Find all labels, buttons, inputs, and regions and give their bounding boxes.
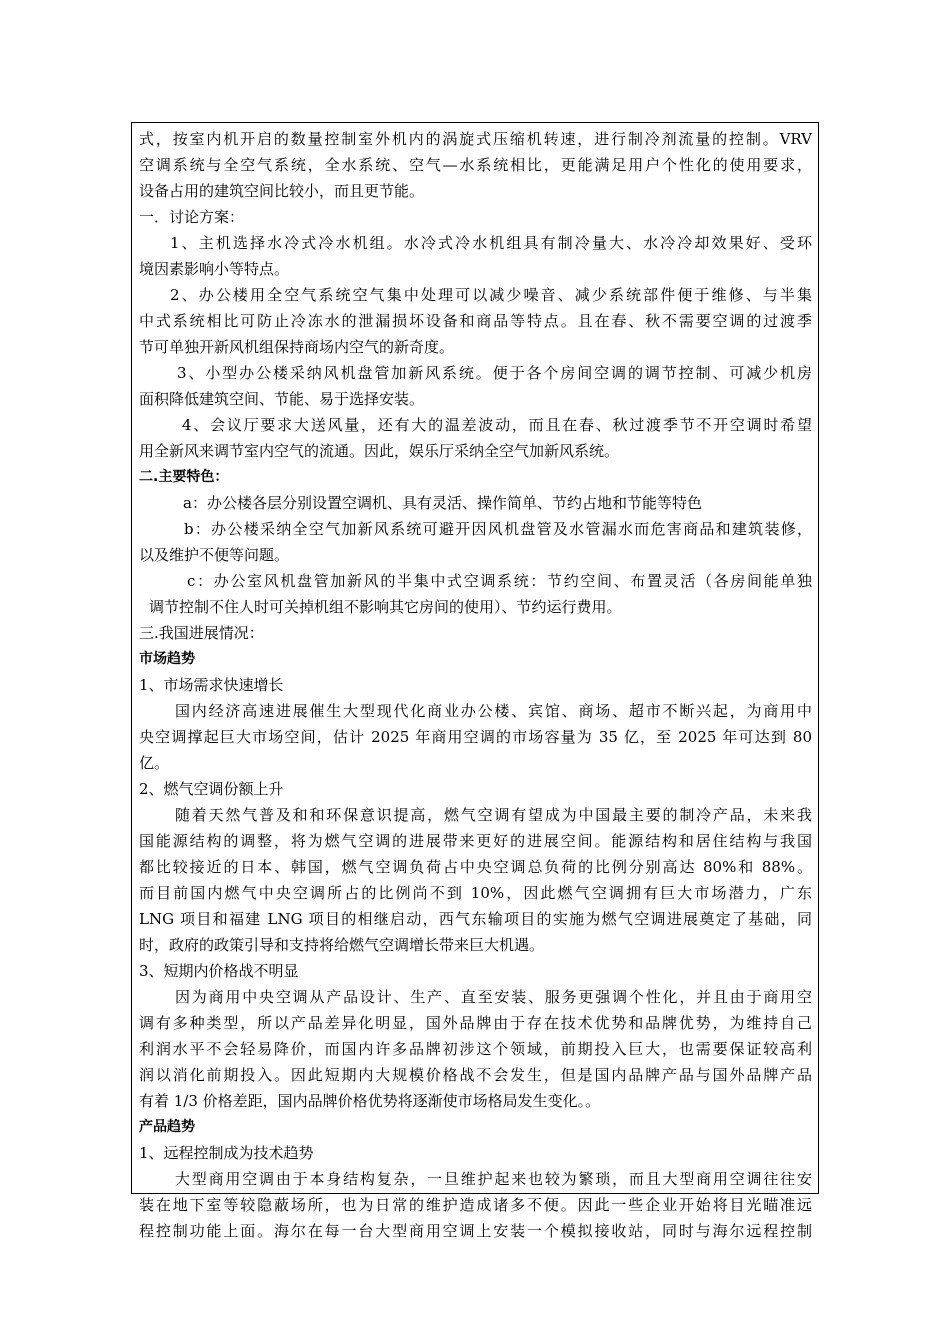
text-line: 调有多种类型，所以产品差异化明显，国外品牌由于存在技术优势和品牌优势，为维持自己 xyxy=(139,1014,812,1032)
text-line: 国内经济高速进展催生大型现代化商业办公楼、宾馆、商场、超市不断兴起，为商用中 xyxy=(175,702,812,720)
text-line: 装在地下室等较隐蔽场所，也为日常的维护造成诸多不便。因此一些企业开始将目光瞄准远 xyxy=(139,1196,812,1214)
text-line: 空调系统与全空气系统，全水系统、空气—水系统相比，更能满足用户个性化的使用要求， xyxy=(139,156,812,174)
text-line: 面积降低建筑空间、节能、易于选择安装。 xyxy=(139,390,425,408)
text-line: 央空调撑起巨大市场空间，估计 2025 年商用空调的市场容量为 35 亿，至 2025 年可达到 80 xyxy=(139,728,812,746)
text-line: 式，按室内机开启的数量控制室外机内的涡旋式压缩机转速，进行制冷剂流量的控制。VRV xyxy=(139,130,812,148)
text-line: 程控制功能上面。海尔在每一台大型商用空调上安装一个模拟接收站，同时与海尔远程控制 xyxy=(139,1222,812,1240)
section-heading: 三.我国进展情况： xyxy=(139,624,264,642)
text-line: 节可单独开新风机组保持商场内空气的新奇度。 xyxy=(139,338,455,356)
text-line: 中式系统相比可防止冷冻水的泄漏损坏设备和商品等特点。且在春、秋不需要空调的过渡季 xyxy=(139,312,812,330)
text-line: 以及维护不便等问题。 xyxy=(139,546,290,564)
text-line: 4、会议厅要求大送风量，还有大的温差波动，而且在春、秋过渡季节不开空调时希望 xyxy=(182,416,812,434)
item-heading: 1、远程控制成为技术趋势 xyxy=(139,1144,314,1162)
item-heading: 3、短期内价格战不明显 xyxy=(139,962,299,980)
text-line: 时，政府的政策引导和支持将给燃气空调增长带来巨大机遇。 xyxy=(139,936,545,954)
text-line: c：办公室风机盘管加新风的半集中式空调系统：节约空间、布置灵活（各房间能单独 xyxy=(187,572,812,590)
text-line: 都比较接近的日本、韩国，燃气空调负荷占中央空调总负荷的比例分别高达 80%和 88%。 xyxy=(139,858,812,876)
section-heading: 二.主要特色： xyxy=(139,469,229,485)
item-heading: 2、燃气空调份额上升 xyxy=(139,780,284,798)
text-line: 用全新风来调节室内空气的流通。因此，娱乐厅采纳全空气加新风系统。 xyxy=(139,442,620,460)
text-line: LNG 项目和福建 LNG 项目的相继启动，西气东输项目的实施为燃气空调进展奠定了基础，同 xyxy=(139,910,812,928)
text-line: 1、主机选择水冷式冷水机组。水冷式冷水机组具有制冷量大、水冷冷却效果好、受环 xyxy=(170,234,812,252)
text-line: 有着 1/3 价格差距，国内品牌价格优势将逐渐使市场格局发生变化。。 xyxy=(139,1092,601,1110)
text-line: 而目前国内燃气中央空调所占的比例尚不到 10%，因此燃气空调拥有巨大市场潜力，广东 xyxy=(139,884,812,902)
text-line: b：办公楼采纳全空气加新风系统可避开因风机盘管及水管漏水而危害商品和建筑装修， xyxy=(184,520,812,538)
text-line: 境因素影响小等特点。 xyxy=(139,260,290,278)
text-line: 亿。 xyxy=(139,754,170,772)
item-heading: 1、市场需求快速增长 xyxy=(139,676,284,694)
text-line: a：办公楼各层分别设置空调机、具有灵活、操作简单、节约占地和节能等特色 xyxy=(183,494,702,512)
text-line: 调节控制不住人时可关掉机组不影响其它房间的使用）、节约运行费用。 xyxy=(149,598,622,616)
text-line: 3、小型办公楼采纳风机盘管加新风系统。便于各个房间空调的调节控制、可减少机房 xyxy=(177,364,812,382)
subsection-heading: 市场趋势 xyxy=(139,651,195,667)
document-table-cell xyxy=(131,122,819,1240)
text-line: 利润水平不会轻易降价，而国内许多品牌初涉这个领域，前期投入巨大，也需要保证较高利 xyxy=(139,1040,812,1058)
text-line: 2、办公楼用全空气系统空气集中处理可以减少噪音、减少系统部件便于维修、与半集 xyxy=(170,286,812,304)
section-heading: 一．讨论方案： xyxy=(139,208,245,226)
text-line: 随着天然气普及和和环保意识提高，燃气空调有望成为中国最主要的制冷产品，未来我 xyxy=(175,806,812,824)
text-line: 因为商用中央空调从产品设计、生产、直至安装、服务更强调个性化，并且由于商用空 xyxy=(175,988,812,1006)
text-line: 润以消化前期投入。因此短期内大规模价格战不会发生，但是国内品牌产品与国外品牌产品 xyxy=(139,1066,812,1084)
subsection-heading: 产品趋势 xyxy=(139,1119,195,1135)
text-line: 国能源结构的调整，将为燃气空调的进展带来更好的进展空间。能源结构和居住结构与我国 xyxy=(139,832,812,850)
text-line: 设备占用的建筑空间比较小，而且更节能。 xyxy=(139,182,425,200)
text-line: 大型商用空调由于本身结构复杂，一旦维护起来也较为繁琐，而且大型商用空调往往安 xyxy=(175,1170,812,1188)
